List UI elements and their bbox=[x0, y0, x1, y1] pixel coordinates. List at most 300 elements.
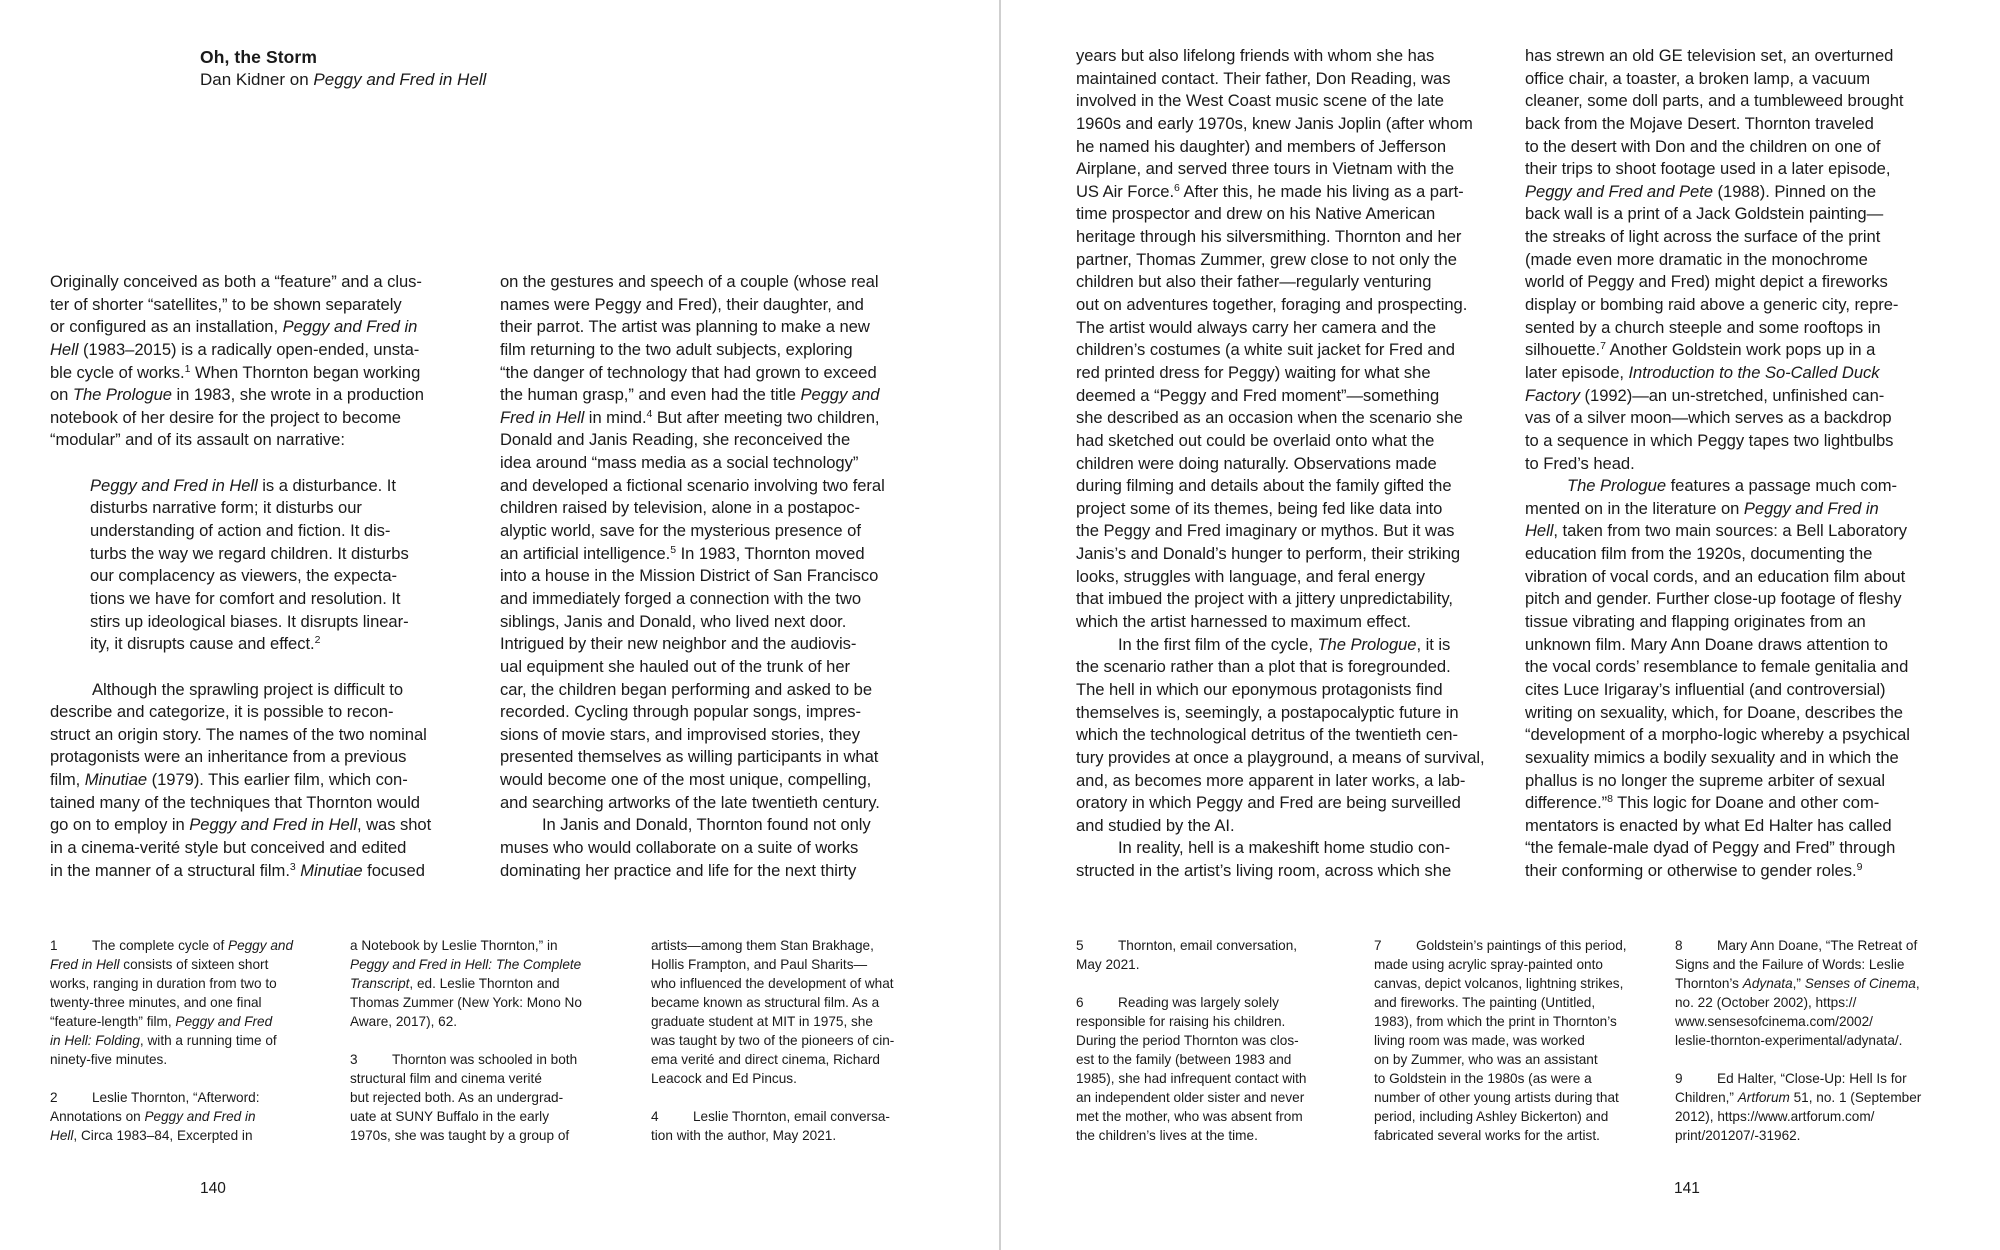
text-run: Another Goldstein work pops up in a bbox=[1605, 340, 1876, 360]
text-run: met the mother, who was absent from bbox=[1076, 1109, 1303, 1124]
italic-title: Peggy and bbox=[228, 938, 294, 953]
footnote-ref: 3 bbox=[289, 860, 296, 873]
text-run: alyptic world, save for the mysterious presence of bbox=[500, 521, 861, 541]
text-run: 1970s, she was taught by a group of bbox=[350, 1128, 570, 1143]
text-line bbox=[1525, 475, 1910, 498]
footnote-line bbox=[1076, 1126, 1307, 1145]
text-run: Signs and the Failure of Words: Leslie bbox=[1675, 957, 1905, 972]
footnote-line bbox=[350, 1069, 582, 1088]
text-run: mented on in the literature on bbox=[1525, 498, 1744, 518]
footnote-line bbox=[350, 1107, 582, 1126]
text-line bbox=[1525, 362, 1910, 385]
footnote-line bbox=[350, 936, 582, 955]
text-run: and fireworks. The painting (Untitled, bbox=[1374, 995, 1596, 1010]
footnote-line bbox=[1076, 1107, 1307, 1126]
text-run: in a cinema-verité style but conceived and edited bbox=[50, 838, 407, 858]
footnote-line bbox=[350, 974, 582, 993]
text-line bbox=[1525, 520, 1910, 543]
text-run: US Air Force. bbox=[1076, 181, 1175, 201]
text-run: turbs the way we regard children. It disturbs bbox=[90, 543, 409, 563]
text-run: is a disturbance. It bbox=[257, 475, 396, 495]
text-line bbox=[1076, 747, 1485, 770]
text-run: presented themselves as willing participants in what bbox=[500, 747, 879, 767]
text-line bbox=[1525, 385, 1910, 408]
footnote-line bbox=[1675, 936, 1921, 955]
text-line bbox=[1525, 792, 1910, 815]
footnote-line bbox=[350, 1088, 582, 1107]
footnote-line bbox=[50, 993, 293, 1012]
italic-title: Artforum bbox=[1737, 1090, 1790, 1105]
italic-title: Senses of Cinema bbox=[1804, 976, 1916, 991]
body-column-2 bbox=[500, 271, 885, 882]
text-run: project some of its themes, being fed like data into bbox=[1076, 498, 1443, 518]
text-run: heritage through his silversmithing. Thornton and her bbox=[1076, 227, 1462, 247]
footnote-ref: 4 bbox=[646, 407, 653, 420]
footnote-line bbox=[1076, 993, 1307, 1012]
text-run: out on adventures together, foraging and prospecting. bbox=[1076, 295, 1468, 315]
text-line bbox=[50, 429, 431, 452]
footnote-line bbox=[1076, 1012, 1307, 1031]
text-line bbox=[500, 679, 885, 702]
text-run: The artist would always carry her camera and the bbox=[1076, 317, 1437, 337]
text-line bbox=[500, 362, 885, 385]
text-run: Mary Ann Doane, “The Retreat of bbox=[1717, 938, 1918, 953]
italic-title: Hell bbox=[50, 1128, 74, 1143]
footnote-number: 9 bbox=[1675, 1071, 1683, 1086]
text-run: their conforming or otherwise to gender roles. bbox=[1525, 861, 1857, 881]
italic-title: Adynata bbox=[1742, 976, 1793, 991]
footnote-line bbox=[1374, 1031, 1627, 1050]
text-run: cites Luce Irigaray’s influential (and controversial) bbox=[1525, 679, 1886, 699]
text-run: In the first film of the cycle, bbox=[1118, 634, 1318, 654]
text-run: Donald and Janis Reading, she reconceived the bbox=[500, 430, 851, 450]
text-line bbox=[1525, 498, 1910, 521]
text-run: “the female-male dyad of Peggy and Fred” through bbox=[1525, 838, 1896, 858]
text-run: But after meeting two children, bbox=[652, 407, 880, 427]
text-line bbox=[1076, 792, 1485, 815]
text-line bbox=[50, 769, 431, 792]
text-run: dominating her practice and life for the next thirty bbox=[500, 860, 857, 880]
footnote-number: 1 bbox=[50, 938, 58, 953]
text-run: (made even more dramatic in the monochrome bbox=[1525, 249, 1868, 269]
footnote-line bbox=[1374, 1012, 1627, 1031]
italic-title: Peggy and Fred in bbox=[1743, 498, 1879, 518]
text-run: and immediately forged a connection with the two bbox=[500, 588, 862, 608]
block-quote-line bbox=[50, 497, 431, 520]
text-line bbox=[1076, 860, 1485, 883]
text-run: struct an origin story. The names of the two nominal bbox=[50, 724, 427, 744]
text-line bbox=[1076, 90, 1485, 113]
text-run: , it is bbox=[1416, 634, 1451, 654]
text-run: no. 22 (October 2002), https:// bbox=[1675, 995, 1857, 1010]
text-run: and developed a fictional scenario involving two feral bbox=[500, 475, 885, 495]
text-run: , with a running time of bbox=[139, 1033, 277, 1048]
text-run: was taught by two of the pioneers of cin- bbox=[651, 1033, 895, 1048]
text-run: 1960s and early 1970s, knew Janis Joplin (after whom bbox=[1076, 113, 1473, 133]
footnote-line bbox=[1675, 1107, 1921, 1126]
text-run: consists of sixteen short bbox=[119, 957, 269, 972]
text-run: In 1983, Thornton moved bbox=[676, 543, 865, 563]
text-run: Although the sprawling project is difficult to bbox=[92, 679, 404, 699]
text-line bbox=[1076, 453, 1485, 476]
block-quote-line bbox=[50, 520, 431, 543]
text-run: difference.” bbox=[1525, 793, 1608, 813]
footnote-line bbox=[651, 1050, 894, 1069]
footnote-line bbox=[350, 1050, 582, 1069]
text-run: later episode, bbox=[1525, 362, 1629, 382]
text-run: ble cycle of works. bbox=[50, 362, 185, 382]
text-run: years but also lifelong friends with whom she has bbox=[1076, 46, 1435, 65]
footnote-line bbox=[651, 993, 894, 1012]
footnote-ref: 7 bbox=[1600, 340, 1606, 353]
text-run: into a house in the Mission District of San Francisco bbox=[500, 566, 879, 586]
text-run: understanding of action and fiction. It dis- bbox=[90, 521, 391, 541]
footnote-line bbox=[1675, 974, 1921, 993]
italic-title: Transcript bbox=[350, 976, 410, 991]
text-run: idea around “mass media as a social technology” bbox=[500, 453, 859, 473]
text-run: had sketched out could be overlaid onto what the bbox=[1076, 430, 1435, 450]
text-run: the streaks of light across the surface of the print bbox=[1525, 227, 1881, 247]
text-run: to a sequence in which Peggy tapes two lightbulbs bbox=[1525, 430, 1894, 450]
footnote-line bbox=[1675, 1088, 1921, 1107]
italic-title: The Prologue bbox=[72, 385, 172, 405]
text-run: world of Peggy and Fred) might depict a fireworks bbox=[1525, 272, 1888, 292]
footnote-line bbox=[1374, 993, 1627, 1012]
text-run: tury provides at once a playground, a means of survival, bbox=[1076, 747, 1485, 767]
text-run: ual equipment she hauled out of the trunk of her bbox=[500, 656, 850, 676]
text-run: Aware, 2017), 62. bbox=[350, 1014, 458, 1029]
footnote-line bbox=[1675, 1069, 1921, 1088]
footnote-line bbox=[1076, 1069, 1307, 1088]
text-line bbox=[1525, 747, 1910, 770]
italic-title: Peggy and Fred and Pete bbox=[1525, 181, 1713, 201]
footnote-line bbox=[1675, 1126, 1921, 1145]
text-line bbox=[500, 520, 885, 543]
text-line bbox=[50, 814, 431, 837]
text-run: , was shot bbox=[356, 815, 432, 835]
text-line bbox=[50, 701, 431, 724]
footnote-number: 2 bbox=[50, 1090, 58, 1105]
text-run: Goldstein’s paintings of this period, bbox=[1416, 938, 1627, 953]
text-run: “the danger of technology that had grown to exceed bbox=[500, 362, 877, 382]
footnote-line bbox=[350, 1126, 582, 1145]
text-line bbox=[1525, 430, 1910, 453]
text-run: go on to employ in bbox=[50, 815, 190, 835]
text-line bbox=[1076, 294, 1485, 317]
text-run: (1983–2015) is a radically open-ended, unsta- bbox=[78, 339, 420, 359]
text-run: an independent older sister and never bbox=[1076, 1090, 1305, 1105]
text-line bbox=[1076, 611, 1485, 634]
text-run: 2012), https://www.artforum.com/ bbox=[1675, 1109, 1875, 1124]
text-run: their parrot. The artist was planning to make a new bbox=[500, 317, 870, 337]
footnote-line bbox=[50, 1050, 293, 1069]
text-run: 51, no. 1 (September bbox=[1789, 1090, 1922, 1105]
text-line bbox=[500, 837, 885, 860]
text-line bbox=[50, 339, 431, 362]
text-run: back from the Mojave Desert. Thornton traveled bbox=[1525, 113, 1874, 133]
text-run: (1979). This earlier film, which con- bbox=[147, 770, 408, 790]
text-line bbox=[1076, 543, 1485, 566]
text-run: tained many of the techniques that Thornton would bbox=[50, 792, 420, 812]
footnote-number: 6 bbox=[1076, 995, 1084, 1010]
text-run: siblings, Janis and Donald, who lived next door. bbox=[500, 611, 847, 631]
text-line bbox=[1076, 770, 1485, 793]
text-run: “development of a morpho-logic whereby a psychical bbox=[1525, 725, 1910, 745]
text-line bbox=[50, 407, 431, 430]
text-run: print/201207/-31962. bbox=[1675, 1128, 1801, 1143]
footnote-line bbox=[651, 936, 894, 955]
text-line bbox=[1525, 566, 1910, 589]
text-line bbox=[500, 384, 885, 407]
text-run: car, the children began performing and asked to be bbox=[500, 679, 873, 699]
text-run: Hollis Frampton, and Paul Sharits— bbox=[651, 957, 868, 972]
italic-title: Peggy and Fred in bbox=[282, 317, 418, 337]
text-line bbox=[50, 384, 431, 407]
block-quote-line bbox=[50, 543, 431, 566]
article-byline bbox=[200, 69, 486, 91]
text-run: sented by a church steeple and some rooftops in bbox=[1525, 317, 1881, 337]
text-run: a Notebook by Leslie Thornton,” in bbox=[350, 938, 558, 953]
text-line bbox=[500, 633, 885, 656]
text-run: display or bombing raid above a generic city, repre- bbox=[1525, 295, 1899, 315]
text-run: phallus is no longer the supreme arbiter of sexual bbox=[1525, 770, 1886, 790]
footnote-line bbox=[1076, 1031, 1307, 1050]
text-line bbox=[1525, 724, 1910, 747]
footnote-line bbox=[1076, 1050, 1307, 1069]
spacer bbox=[651, 1088, 894, 1107]
text-run: the scenario rather than a plot that is foregrounded. bbox=[1076, 657, 1451, 677]
text-line bbox=[1525, 770, 1910, 793]
text-run: est to the family (between 1983 and bbox=[1076, 1052, 1292, 1067]
text-run: living room was made, was worked bbox=[1374, 1033, 1585, 1048]
byline-work-title: Peggy and Fred in Hell bbox=[313, 70, 487, 89]
text-line bbox=[1076, 181, 1485, 204]
footnote-line bbox=[651, 1012, 894, 1031]
text-line bbox=[500, 588, 885, 611]
footnote-line bbox=[50, 936, 293, 955]
text-run: After this, he made his living as a part- bbox=[1179, 181, 1464, 201]
body-column-1 bbox=[50, 271, 431, 882]
text-run: film, bbox=[50, 770, 85, 790]
text-line bbox=[500, 724, 885, 747]
text-run: canvas, depict volcanos, lightning strikes, bbox=[1374, 976, 1624, 991]
text-run: that imbued the project with a jittery unpredictability, bbox=[1076, 589, 1453, 609]
text-run: looks, struggles with language, and feral energy bbox=[1076, 566, 1426, 586]
footnotes-column-d bbox=[1076, 936, 1307, 1145]
footnotes-column-a bbox=[50, 936, 293, 1145]
text-run: has strewn an old GE television set, an overturned bbox=[1525, 46, 1894, 65]
text-run: education film from the 1920s, documenting the bbox=[1525, 544, 1873, 564]
text-line bbox=[1076, 520, 1485, 543]
text-run: When Thornton began working bbox=[190, 362, 421, 382]
text-line bbox=[1525, 90, 1910, 113]
text-line bbox=[1525, 136, 1910, 159]
footnote-ref: 2 bbox=[314, 634, 321, 647]
text-line bbox=[1525, 453, 1910, 476]
text-run: our complacency as viewers, the expecta- bbox=[90, 566, 397, 586]
text-run: Thornton was schooled in both bbox=[392, 1052, 578, 1067]
footnote-line bbox=[1675, 993, 1921, 1012]
text-run: and, as becomes more apparent in later works, a lab- bbox=[1076, 770, 1466, 790]
text-run: would become one of the most unique, compelling, bbox=[500, 770, 872, 790]
footnote-line bbox=[1076, 1088, 1307, 1107]
page-number-left: 140 bbox=[200, 1180, 226, 1197]
text-line bbox=[1076, 430, 1485, 453]
text-run: Ed Halter, “Close-Up: Hell Is for bbox=[1717, 1071, 1907, 1086]
text-run: unknown film. Mary Ann Doane draws attention to bbox=[1525, 634, 1888, 654]
page-number-right: 141 bbox=[1674, 1180, 1700, 1197]
footnote-line bbox=[1675, 955, 1921, 974]
text-run: cleaner, some doll parts, and a tumbleweed brought bbox=[1525, 91, 1904, 111]
text-line bbox=[50, 679, 431, 702]
italic-title: Peggy and Fred in Hell: The Complete bbox=[350, 957, 582, 972]
text-line bbox=[1076, 158, 1485, 181]
text-run: ninety-five minutes. bbox=[50, 1052, 168, 1067]
text-line bbox=[50, 837, 431, 860]
text-run: who influenced the development of what bbox=[651, 976, 894, 991]
text-run: children raised by television, alone in a postapoc- bbox=[500, 498, 860, 518]
italic-title: Factory bbox=[1525, 385, 1580, 405]
spacer bbox=[50, 452, 431, 475]
text-line bbox=[1076, 271, 1485, 294]
text-run: the vocal cords’ resemblance to female genitalia and bbox=[1525, 657, 1909, 677]
footnote-line bbox=[1374, 1107, 1627, 1126]
text-line bbox=[1525, 588, 1910, 611]
italic-title: The Prologue bbox=[1317, 634, 1417, 654]
footnote-number: 8 bbox=[1675, 938, 1683, 953]
text-run: the human grasp,” and even had the title bbox=[500, 385, 801, 405]
text-run: muses who would collaborate on a suite of works bbox=[500, 838, 859, 858]
text-run: to Fred’s head. bbox=[1525, 453, 1635, 473]
text-line bbox=[1525, 45, 1910, 68]
footnote-line bbox=[1374, 1088, 1627, 1107]
text-line bbox=[500, 475, 885, 498]
text-run: features a passage much com- bbox=[1666, 476, 1898, 496]
footnote-number: 5 bbox=[1076, 938, 1084, 953]
italic-title: Peggy and Fred in Hell bbox=[189, 815, 357, 835]
text-run: mentators is enacted by what Ed Halter has called bbox=[1525, 815, 1892, 835]
body-column-4 bbox=[1525, 45, 1910, 883]
text-run: partner, Thomas Zummer, grew close to not only the bbox=[1076, 249, 1457, 269]
text-line bbox=[1076, 656, 1485, 679]
text-run: focused bbox=[362, 860, 425, 880]
footnote-line bbox=[651, 1107, 894, 1126]
block-quote-line bbox=[50, 633, 431, 656]
footnote-line bbox=[1374, 955, 1627, 974]
text-run: vibration of vocal cords, and an education film about bbox=[1525, 566, 1906, 586]
text-line bbox=[1076, 226, 1485, 249]
text-run: or configured as an installation, bbox=[50, 317, 283, 337]
text-run: Leslie Thornton, email conversa- bbox=[693, 1109, 890, 1124]
text-run: the children’s lives at the time. bbox=[1076, 1128, 1258, 1143]
text-line bbox=[500, 429, 885, 452]
text-line bbox=[1076, 566, 1485, 589]
text-line bbox=[1525, 679, 1910, 702]
text-line bbox=[50, 746, 431, 769]
text-run: ter of shorter “satellites,” to be shown separately bbox=[50, 294, 402, 314]
text-run: children but also their father—regularly venturing bbox=[1076, 272, 1432, 292]
text-line bbox=[500, 656, 885, 679]
text-run: 1985), she had infrequent contact with bbox=[1076, 1071, 1307, 1086]
text-line bbox=[500, 452, 885, 475]
text-line bbox=[50, 792, 431, 815]
footnote-line bbox=[1374, 1069, 1627, 1088]
footnote-number: 4 bbox=[651, 1109, 659, 1124]
text-run: Leacock and Ed Pincus. bbox=[651, 1071, 797, 1086]
text-line bbox=[1525, 181, 1910, 204]
text-run: responsible for raising his children. bbox=[1076, 1014, 1286, 1029]
text-line bbox=[500, 814, 885, 837]
footnote-line bbox=[50, 1088, 293, 1107]
footnotes-column-e bbox=[1374, 936, 1627, 1145]
text-run: involved in the West Coast music scene of the late bbox=[1076, 91, 1444, 111]
text-line bbox=[1525, 226, 1910, 249]
footnotes-column-b bbox=[350, 936, 582, 1145]
text-run: Thornton’s bbox=[1675, 976, 1743, 991]
text-line bbox=[1076, 815, 1485, 838]
text-run: in 1983, she wrote in a production bbox=[171, 385, 424, 405]
text-line bbox=[1076, 679, 1485, 702]
text-line bbox=[1076, 475, 1485, 498]
text-line bbox=[500, 294, 885, 317]
text-line bbox=[1076, 837, 1485, 860]
footnote-line bbox=[50, 1031, 293, 1050]
text-run: recorded. Cycling through popular songs, impres- bbox=[500, 702, 862, 722]
text-run: ity, it disrupts cause and effect. bbox=[90, 634, 315, 654]
text-line bbox=[1076, 724, 1485, 747]
italic-title: Minutiae bbox=[84, 770, 148, 790]
text-line bbox=[500, 769, 885, 792]
text-run: during filming and details about the family gifted the bbox=[1076, 476, 1452, 496]
text-run: Thomas Zummer (New York: Mono No bbox=[350, 995, 582, 1010]
text-run: themselves is, seemingly, a postapocalyptic future in bbox=[1076, 702, 1459, 722]
text-line bbox=[500, 701, 885, 724]
text-run: During the period Thornton was clos- bbox=[1076, 1033, 1299, 1048]
text-run: children’s costumes (a white suit jacket for Fred and bbox=[1076, 340, 1455, 360]
text-run: 1983), from which the print in Thornton’s bbox=[1374, 1014, 1617, 1029]
text-line bbox=[50, 271, 431, 294]
block-quote-line bbox=[50, 475, 431, 498]
text-line bbox=[1525, 68, 1910, 91]
text-run: twenty-three minutes, and one final bbox=[50, 995, 262, 1010]
block-quote-line bbox=[50, 588, 431, 611]
text-run: leslie-thornton-experimental/adynata/. bbox=[1675, 1033, 1903, 1048]
text-run: on by Zummer, who was an assistant bbox=[1374, 1052, 1598, 1067]
text-run: “feature-length” film, bbox=[50, 1014, 176, 1029]
text-line bbox=[1076, 385, 1485, 408]
text-line bbox=[1076, 203, 1485, 226]
text-run: , taken from two main sources: a Bell Laboratory bbox=[1553, 521, 1907, 541]
text-run: an artificial intelligence. bbox=[500, 543, 671, 563]
text-line bbox=[1525, 815, 1910, 838]
spacer bbox=[350, 1031, 582, 1050]
text-run: In reality, hell is a makeshift home studio con- bbox=[1118, 838, 1451, 858]
text-run: notebook of her desire for the project to become bbox=[50, 407, 401, 427]
text-run: time prospector and drew on his Native American bbox=[1076, 204, 1436, 224]
text-run: , Circa 1983–84, Excerpted in bbox=[73, 1128, 253, 1143]
text-run: artists—among them Stan Brakhage, bbox=[651, 938, 874, 953]
text-run: Leslie Thornton, “Afterword: bbox=[92, 1090, 260, 1105]
text-line bbox=[1076, 407, 1485, 430]
text-run: graduate student at MIT in 1975, she bbox=[651, 1014, 873, 1029]
footnote-ref: 8 bbox=[1607, 793, 1613, 806]
footnote-line bbox=[1675, 1031, 1921, 1050]
italic-title: Fred in Hell bbox=[500, 407, 585, 427]
text-run: back wall is a print of a Jack Goldstein painting— bbox=[1525, 204, 1884, 224]
footnote-number: 7 bbox=[1374, 938, 1382, 953]
text-run: protagonists were an inheritance from a previous bbox=[50, 747, 407, 767]
text-run: Annotations on bbox=[50, 1109, 145, 1124]
